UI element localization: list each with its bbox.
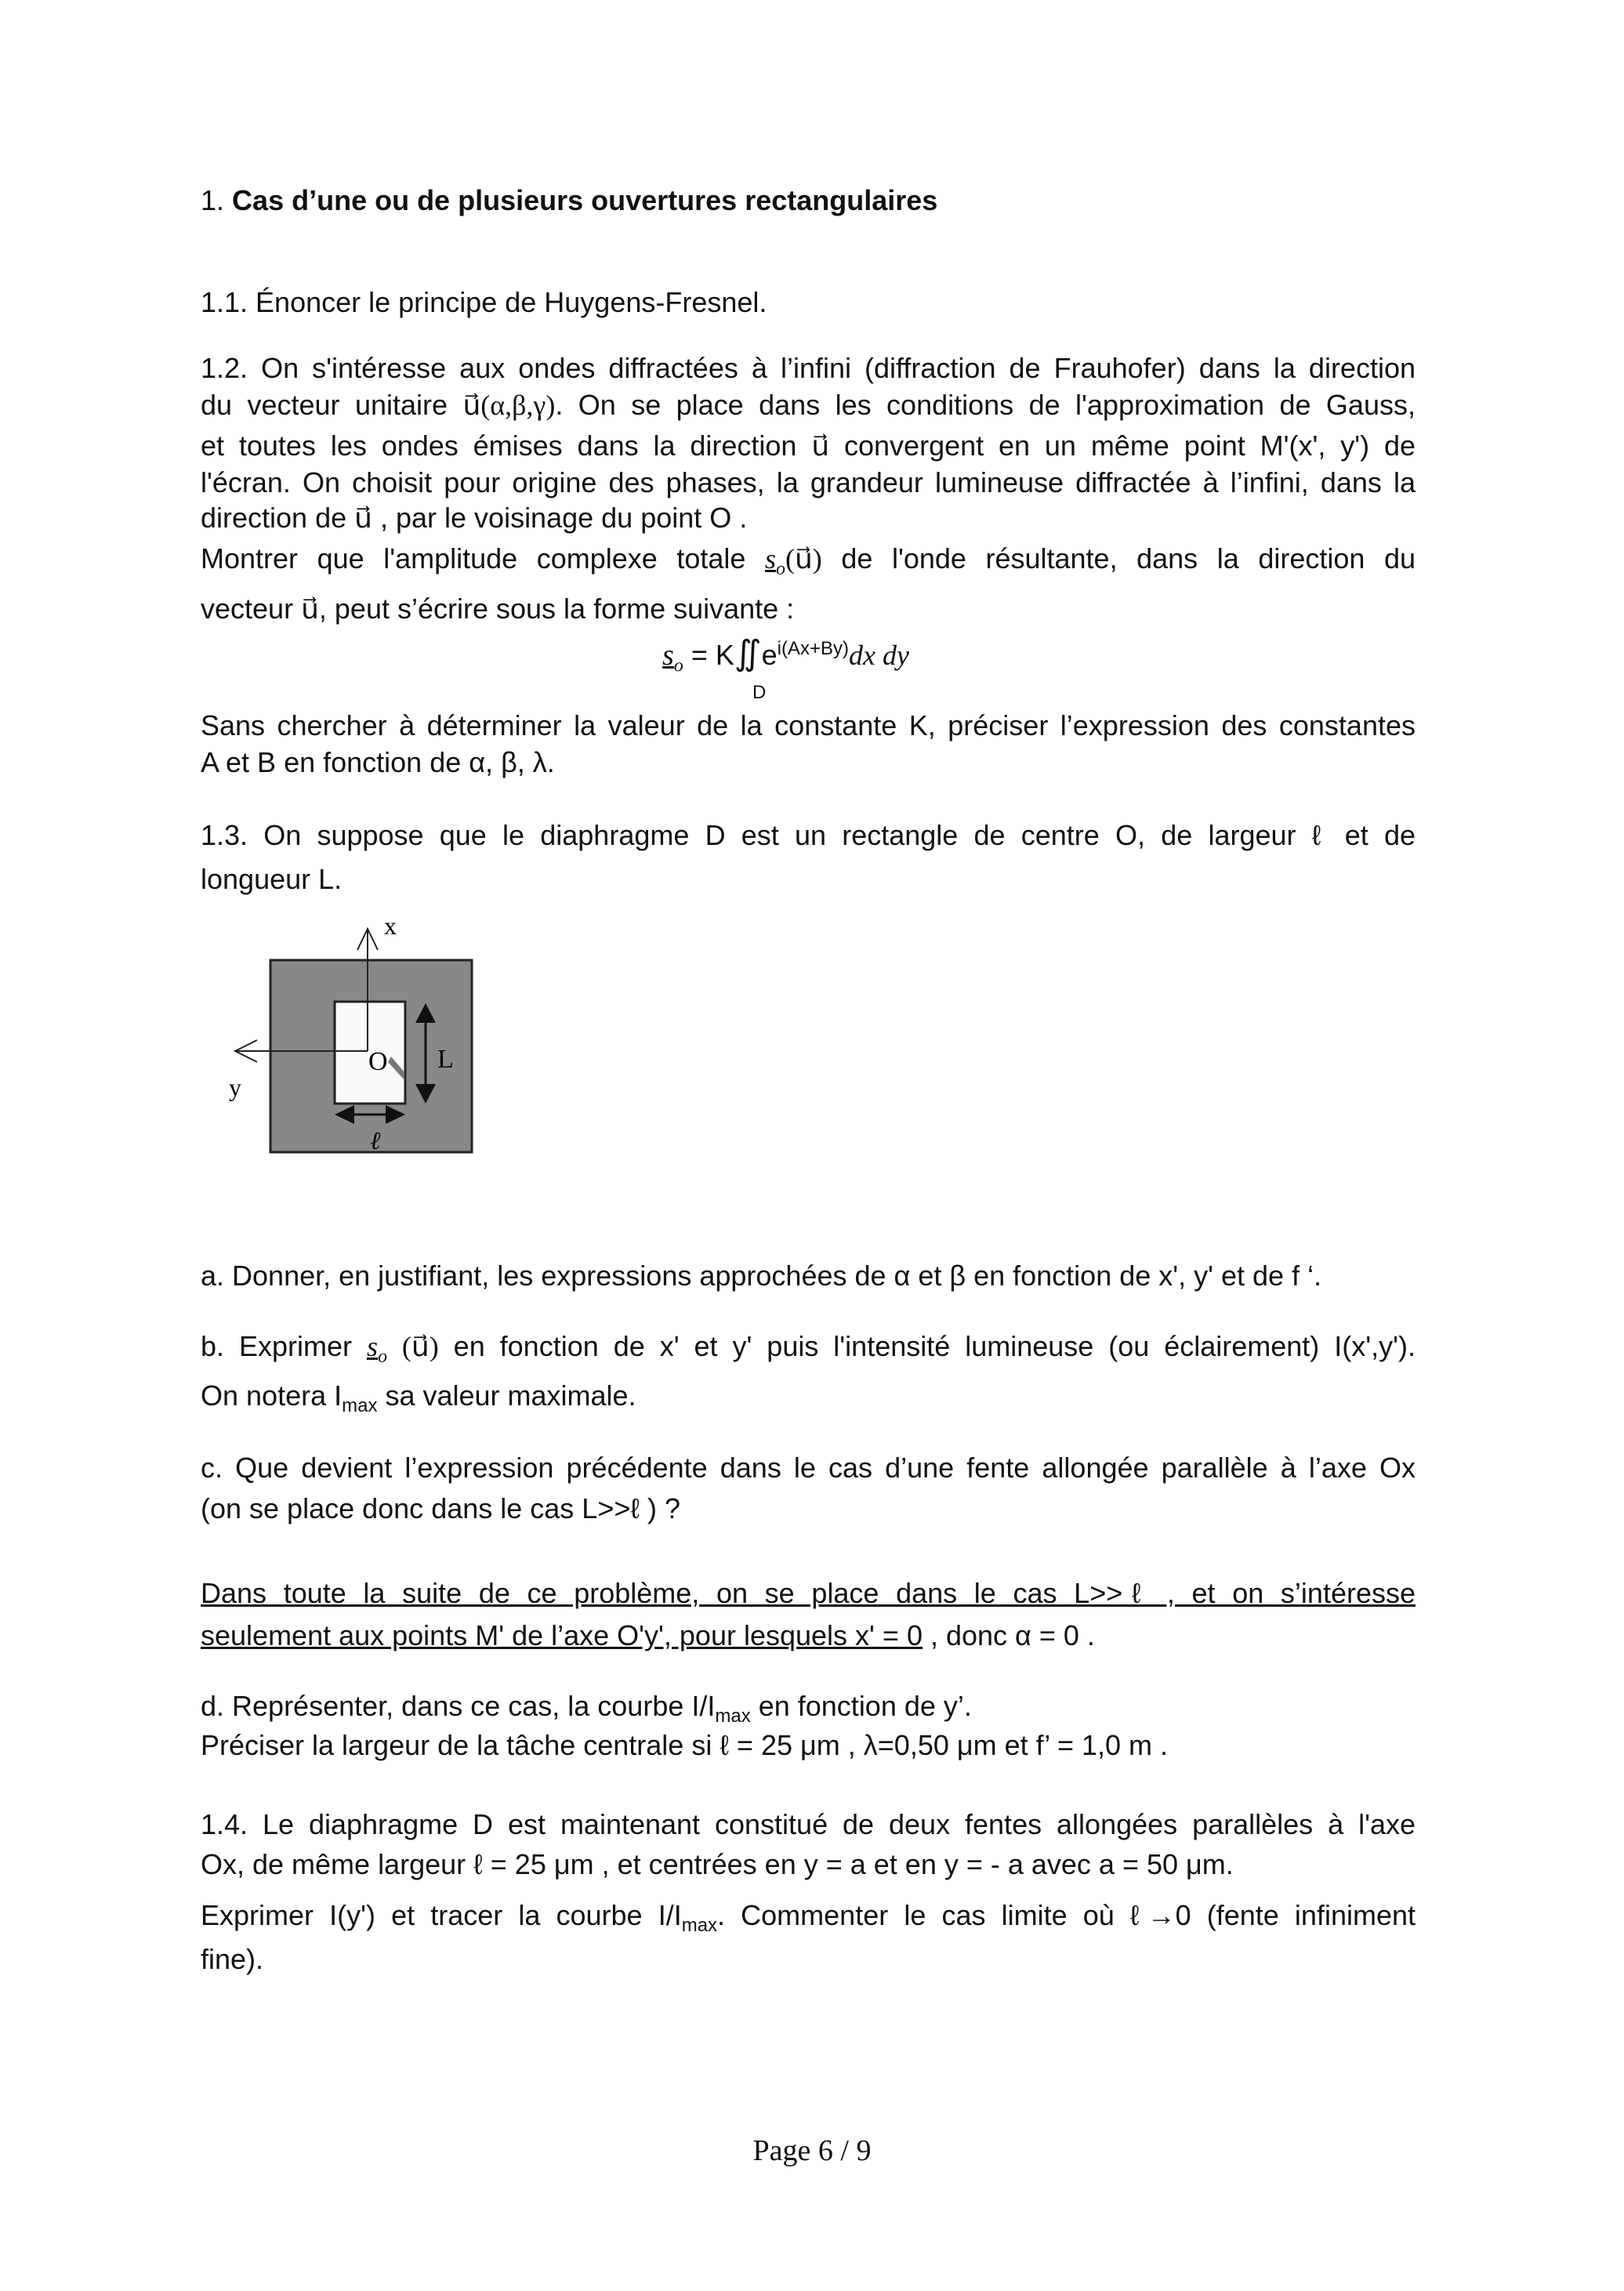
amplitude-symbol (764, 543, 785, 580)
integral-domain: D (752, 682, 767, 703)
vector-u: (u⃗) (401, 1331, 439, 1362)
q12-line5 (201, 501, 1416, 535)
text: , peut s’écrire sous la forme suivante : (318, 593, 795, 625)
s: s (662, 639, 674, 672)
text: du vecteur unitaire (201, 389, 448, 421)
q13-d-line1 (201, 1689, 1416, 1734)
section-number: 1. (201, 184, 225, 216)
label-x: x (384, 912, 397, 940)
subscript: max (342, 1395, 378, 1417)
q13-a: a. Donner, en justifiant, les expressions approchées de α et β en fonction de x', y' et de f ‘. (201, 1260, 1322, 1292)
text: direction de (201, 502, 347, 534)
section-title-text: Cas d’une ou de plusieurs ouvertures rectangulaires (232, 184, 938, 216)
text: de l'onde résultante, dans la direction du (841, 542, 1416, 575)
vector-u: u⃗ (811, 430, 830, 462)
label-L: L (437, 1045, 454, 1074)
q14-line2: Ox, de même largeur ℓ = 25 μm , et centrées en y = a et en y = - a avec a = 50 μm. (201, 1848, 1234, 1880)
text: vecteur (201, 593, 294, 625)
q14-line4: fine). (201, 1943, 264, 1975)
formula-s (662, 639, 683, 676)
amplitude-symbol (366, 1331, 387, 1368)
q13-line1: 1.3. On suppose que le diaphragme D est un rectangle de centre O, de largeur ℓ et de (201, 819, 1416, 851)
equals-k: = K (691, 639, 734, 671)
section-title (201, 183, 1416, 218)
text: On notera I (201, 1379, 343, 1412)
page-number: Page 6 / 9 (752, 2134, 872, 2167)
e: e (761, 639, 778, 671)
text: b. Exprimer (201, 1330, 352, 1362)
text: Exprimer I(y') et tracer la courbe I/I (201, 1899, 682, 1931)
text: et toutes les ondes émises dans la direction (201, 430, 797, 462)
diaphragm-diagram (172, 901, 525, 1176)
q13-c-line2: (on se place donc dans le cas L>>ℓ ) ? (201, 1492, 681, 1524)
vector-u: (u⃗) (785, 543, 822, 575)
q12-line1: 1.2. On s'intéresse aux ondes diffractées à l’infini (diffraction de Frauhofer) dans la direction (201, 352, 1416, 384)
exponent: i(Ax+By) (777, 638, 849, 659)
label-y: y (229, 1073, 241, 1101)
text: convergent en un même point M'(x', y') de (844, 430, 1416, 462)
text: Montrer que l'amplitude complexe totale (201, 542, 746, 575)
double-integral: ∬ (734, 634, 762, 672)
q13-d-line2: Préciser la largeur de la tâche centrale si ℓ = 25 μm , λ=0,50 μm et f’ = 1,0 m . (201, 1729, 1169, 1761)
q12-line3 (201, 429, 1416, 463)
formula (662, 633, 909, 712)
text: en fonction de x' et y' puis l'intensité lumineuse (ou éclairement) I(x',y'). (453, 1330, 1416, 1362)
text: seulement aux points M' de l’axe O'y', pour lesquels x' = 0 (201, 1619, 923, 1651)
q12-line2 (201, 388, 1416, 422)
o: o (377, 1347, 387, 1368)
q12-line9: A et B en fonction de α, β, λ. (201, 746, 555, 778)
q12-line6 (201, 542, 1416, 586)
subscript: max (681, 1915, 718, 1937)
q11: 1.1. Énoncer le principe de Huygens-Fresnel. (201, 286, 767, 318)
vector-u: u⃗ (354, 502, 372, 534)
s: s (764, 543, 776, 575)
text: . Commenter le cas limite où ℓ→0 (fente infiniment (717, 1899, 1416, 1931)
dxdy: dx dy (848, 640, 909, 671)
text: en fonction de y’. (750, 1690, 972, 1722)
text: . On se place dans les conditions de l'approximation de Gauss, (555, 389, 1416, 421)
text: d. Représenter, dans ce cas, la courbe I/I (201, 1690, 716, 1722)
q13-b-line2 (201, 1379, 1416, 1423)
note-line2 (201, 1619, 1416, 1653)
q13-b-line1 (201, 1329, 1416, 1374)
s: s (366, 1331, 378, 1362)
q12-line7 (201, 592, 1416, 626)
text: sa valeur maximale. (377, 1379, 636, 1412)
q14-line1: 1.4. Le diaphragme D est maintenant constitué de deux fentes allongées parallèles à l'axe (201, 1808, 1416, 1840)
q13-c-line1: c. Que devient l’expression précédente dans le cas d’une fente allongée parallèle à l’axe Ox (201, 1452, 1416, 1484)
label-l: ℓ (370, 1126, 381, 1155)
q12-line4: l'écran. On choisit pour origine des phases, la grandeur lumineuse diffractée à l’infini, dans la (201, 466, 1416, 498)
label-O: O (368, 1047, 388, 1076)
vector-u: u⃗(α,β,γ) (462, 390, 556, 421)
q13-line2: longueur L. (201, 863, 343, 895)
q12-line8: Sans chercher à déterminer la valeur de la constante K, préciser l’expression des constantes (201, 709, 1416, 741)
o: o (673, 655, 683, 676)
q14-line3 (201, 1898, 1416, 1943)
text: , par le voisinage du point O . (379, 502, 748, 534)
text: , donc α = 0 . (922, 1619, 1095, 1651)
vector-u: u⃗ (301, 593, 319, 625)
subscript: max (715, 1706, 751, 1727)
o: o (776, 559, 785, 580)
note-line1: Dans toute la suite de ce problème, on se place dans le cas L>>ℓ , et on s’intéresse (201, 1577, 1416, 1609)
